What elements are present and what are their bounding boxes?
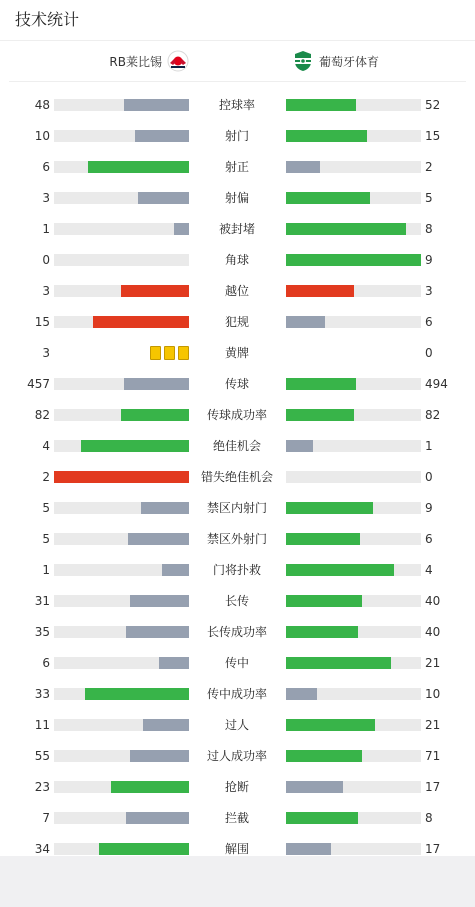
away-value: 40 (425, 625, 441, 639)
home-bar-fill (54, 471, 189, 483)
stat-row (0, 128, 475, 144)
stat-row (0, 221, 475, 237)
stat-label: 抢断 (224, 780, 249, 794)
away-value: 4 (425, 563, 433, 577)
stat-row (0, 345, 475, 361)
home-bar-fill (88, 161, 189, 173)
home-bar-fill (135, 130, 189, 142)
stat-row (0, 841, 475, 857)
away-bar-track (286, 223, 421, 235)
stat-label: 长传成功率 (206, 625, 267, 639)
stat-label: 控球率 (218, 98, 255, 112)
stat-label: 传球成功率 (206, 408, 267, 422)
home-bar-fill (162, 564, 189, 576)
away-value: 52 (425, 98, 441, 112)
home-bar-fill (85, 688, 189, 700)
away-bar-fill (286, 223, 406, 235)
stat-row (0, 655, 475, 671)
away-value: 1 (425, 439, 433, 453)
stat-row (0, 779, 475, 795)
away-bar-fill (286, 409, 354, 421)
home-bar-fill (124, 99, 189, 111)
stat-label: 射门 (224, 129, 249, 143)
stat-label: 过人 (224, 718, 249, 732)
away-bar-track (286, 316, 421, 328)
home-value: 31 (34, 594, 50, 608)
away-bar-fill (286, 192, 370, 204)
away-value: 17 (425, 780, 441, 794)
stat-label: 传中 (224, 656, 249, 670)
stat-label: 拦截 (224, 811, 249, 825)
home-value: 5 (42, 532, 50, 546)
home-bar-track (54, 533, 189, 545)
stat-label: 过人成功率 (206, 749, 267, 763)
home-value: 23 (34, 780, 50, 794)
away-value: 2 (425, 160, 433, 174)
stat-row (0, 252, 475, 268)
away-bar-fill (286, 316, 325, 328)
away-value: 21 (425, 656, 441, 670)
home-bar-track (54, 254, 189, 266)
home-bar-track (54, 502, 189, 514)
away-team[interactable] (292, 41, 379, 81)
home-bar-track (54, 564, 189, 576)
home-bar-track (54, 781, 189, 793)
away-bar-fill (286, 440, 313, 452)
stat-row (0, 283, 475, 299)
away-bar-track (286, 626, 421, 638)
away-bar-track (286, 99, 421, 111)
away-bar-track (286, 719, 421, 731)
stat-label: 长传 (224, 594, 249, 608)
home-team[interactable] (109, 41, 189, 81)
home-bar-track (54, 409, 189, 421)
home-bar-track (54, 843, 189, 855)
stat-label: 被封堵 (218, 222, 255, 236)
away-team-name: 葡萄牙体育 (319, 54, 380, 69)
home-bar-track (54, 750, 189, 762)
home-bar-fill (143, 719, 189, 731)
home-value: 48 (34, 98, 50, 112)
home-bar-fill (159, 657, 189, 669)
home-value: 6 (42, 656, 50, 670)
away-bar-track (286, 161, 421, 173)
home-value: 11 (34, 718, 50, 732)
away-bar-fill (286, 750, 362, 762)
home-bar-track (54, 595, 189, 607)
home-bar-track (54, 657, 189, 669)
stat-row (0, 190, 475, 206)
home-value: 34 (34, 842, 50, 856)
away-value: 5 (425, 191, 433, 205)
stat-label: 门将扑救 (212, 563, 261, 577)
away-value: 10 (425, 687, 441, 701)
home-bar-fill (126, 812, 189, 824)
yellow-card-icon (164, 346, 175, 360)
away-bar-fill (286, 502, 373, 514)
home-bar-fill (121, 409, 189, 421)
home-value: 2 (42, 470, 50, 484)
home-value: 10 (34, 129, 50, 143)
home-bar-track (54, 285, 189, 297)
away-value: 8 (425, 222, 433, 236)
stat-row (0, 500, 475, 516)
home-bar-track (54, 471, 189, 483)
stat-row (0, 717, 475, 733)
home-value: 457 (27, 377, 50, 391)
home-value: 4 (42, 439, 50, 453)
away-value: 71 (425, 749, 441, 763)
home-bar-track (54, 316, 189, 328)
home-bar-fill (121, 285, 189, 297)
stat-row (0, 686, 475, 702)
away-bar-track (286, 192, 421, 204)
home-bar-track (54, 130, 189, 142)
stat-label: 传球 (224, 377, 249, 391)
away-value: 8 (425, 811, 433, 825)
stat-row (0, 159, 475, 175)
away-value: 3 (425, 284, 433, 298)
away-bar-fill (286, 595, 362, 607)
away-bar-fill (286, 99, 356, 111)
away-bar-fill (286, 719, 375, 731)
home-bar-fill (130, 750, 189, 762)
away-bar-track (286, 812, 421, 824)
away-bar-fill (286, 688, 317, 700)
stat-label: 犯规 (224, 315, 249, 329)
home-bar-fill (174, 223, 189, 235)
away-bar-fill (286, 626, 358, 638)
stat-row (0, 531, 475, 547)
home-value: 7 (42, 811, 50, 825)
away-bar-track (286, 254, 421, 266)
home-bar-fill (138, 192, 189, 204)
home-bar-fill (81, 440, 189, 452)
away-value: 6 (425, 315, 433, 329)
home-bar-track (54, 223, 189, 235)
stat-row (0, 97, 475, 113)
away-bar-track (286, 688, 421, 700)
home-bar-fill (124, 378, 189, 390)
home-bar-track (54, 440, 189, 452)
home-value: 33 (34, 687, 50, 701)
away-value: 0 (425, 346, 433, 360)
home-bar-fill (130, 595, 189, 607)
home-team-name: RB莱比锡 (109, 54, 162, 69)
away-value: 6 (425, 532, 433, 546)
away-bar-track (286, 595, 421, 607)
stat-label: 绝佳机会 (212, 439, 261, 453)
away-value: 0 (425, 470, 433, 484)
stat-label: 错失绝佳机会 (200, 470, 273, 484)
stat-row (0, 810, 475, 826)
home-bar-track (54, 161, 189, 173)
away-bar-track (286, 843, 421, 855)
stat-label: 角球 (224, 253, 249, 267)
away-value: 17 (425, 842, 441, 856)
away-value: 40 (425, 594, 441, 608)
away-bar-track (286, 285, 421, 297)
stat-label: 射正 (224, 160, 249, 174)
away-bar-track (286, 440, 421, 452)
away-bar-fill (286, 254, 421, 266)
away-bar-track (286, 657, 421, 669)
home-value: 1 (42, 222, 50, 236)
stat-label: 射偏 (224, 191, 249, 205)
stat-label: 黄牌 (224, 346, 249, 360)
away-value: 494 (425, 377, 448, 391)
home-bar-track (54, 719, 189, 731)
stat-row (0, 438, 475, 454)
away-bar-track (286, 781, 421, 793)
stat-row (0, 593, 475, 609)
home-value: 3 (42, 284, 50, 298)
away-value: 21 (425, 718, 441, 732)
home-value: 0 (42, 253, 50, 267)
home-value: 55 (34, 749, 50, 763)
away-value: 9 (425, 253, 433, 267)
home-bar-fill (126, 626, 189, 638)
rb-leipzig-logo-icon (167, 50, 189, 72)
away-value: 15 (425, 129, 441, 143)
away-bar-track (286, 409, 421, 421)
home-value: 3 (42, 346, 50, 360)
home-bar-fill (111, 781, 189, 793)
stat-row (0, 748, 475, 764)
home-bar-fill (99, 843, 189, 855)
yellow-card-icon (178, 346, 189, 360)
home-bar-fill (93, 316, 189, 328)
away-bar-track (286, 378, 421, 390)
home-bar-track (54, 626, 189, 638)
home-bar-track (54, 192, 189, 204)
away-bar-track (286, 533, 421, 545)
away-value: 9 (425, 501, 433, 515)
stat-row (0, 314, 475, 330)
home-yellow-cards (150, 346, 189, 360)
home-value: 1 (42, 563, 50, 577)
away-bar-fill (286, 564, 394, 576)
sporting-cp-logo-icon (292, 50, 314, 72)
away-bar-track (286, 564, 421, 576)
away-bar-track (286, 502, 421, 514)
stat-row (0, 624, 475, 640)
home-value: 3 (42, 191, 50, 205)
home-bar-fill (141, 502, 189, 514)
stat-label: 越位 (224, 284, 249, 298)
stat-label: 解围 (224, 842, 249, 856)
stat-row (0, 469, 475, 485)
home-bar-fill (128, 533, 189, 545)
away-bar-fill (286, 161, 320, 173)
yellow-card-icon (150, 346, 161, 360)
stat-row (0, 376, 475, 392)
away-bar-track (286, 750, 421, 762)
away-bar-fill (286, 130, 367, 142)
away-bar-fill (286, 843, 331, 855)
away-bar-fill (286, 533, 360, 545)
away-bar-fill (286, 812, 358, 824)
home-value: 82 (34, 408, 50, 422)
home-value: 6 (42, 160, 50, 174)
away-bar-track (286, 471, 421, 483)
away-bar-fill (286, 285, 354, 297)
home-bar-track (54, 812, 189, 824)
teams-header (9, 41, 466, 82)
home-value: 5 (42, 501, 50, 515)
home-bar-track (54, 378, 189, 390)
home-value: 15 (34, 315, 50, 329)
home-bar-track (54, 688, 189, 700)
away-bar-fill (286, 378, 356, 390)
stat-label: 禁区外射门 (206, 532, 267, 546)
home-bar-track (54, 99, 189, 111)
away-value: 82 (425, 408, 441, 422)
stat-label: 传中成功率 (206, 687, 267, 701)
stat-row (0, 407, 475, 423)
stat-label: 禁区内射门 (206, 501, 267, 515)
home-value: 35 (34, 625, 50, 639)
away-bar-fill (286, 657, 391, 669)
stat-row (0, 562, 475, 578)
away-bar-fill (286, 781, 343, 793)
away-bar-track (286, 130, 421, 142)
page-title: 技术统计 (0, 0, 475, 41)
